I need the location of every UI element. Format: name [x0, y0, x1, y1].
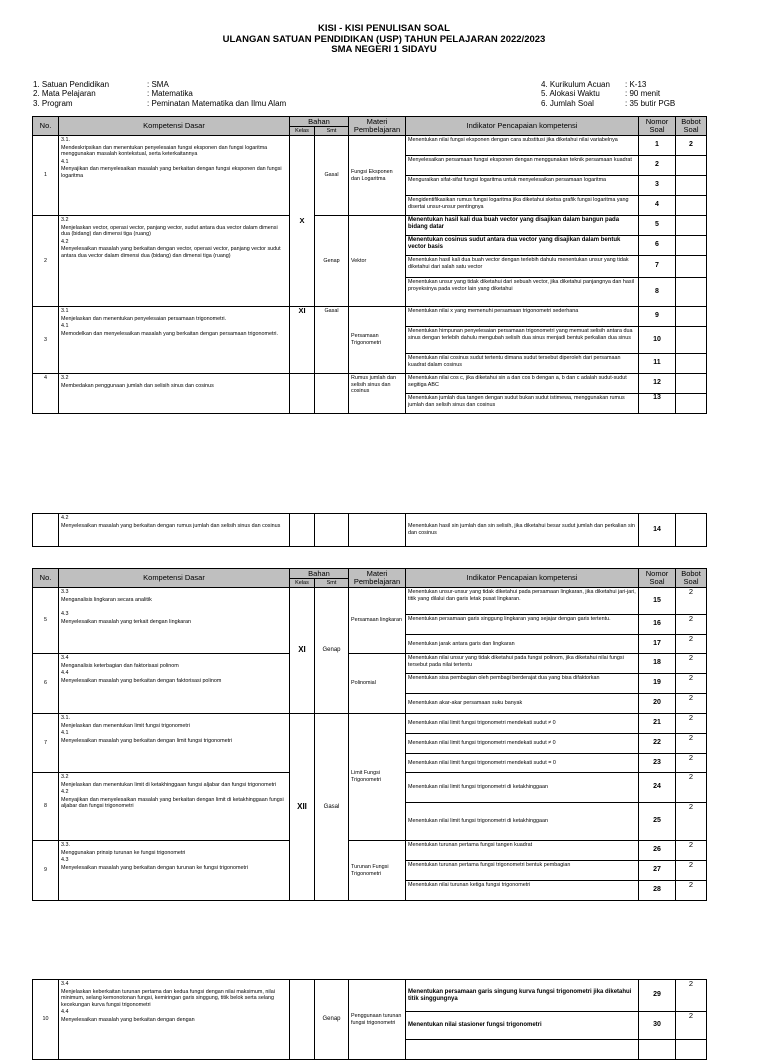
nomor-soal: 6: [639, 236, 676, 256]
col-materi: Materi Pembelajaran: [349, 569, 406, 588]
nomor-soal: 2: [639, 156, 676, 176]
header-school: SMA NEGERI 1 SIDAYU: [331, 44, 437, 55]
indikator-cell: Menentukan akar-akar persamaan suku banyak: [406, 694, 639, 714]
indikator-cell: Menentukan nilai limit fungsi trigonometri mendekati sudut ≠ 0: [406, 714, 639, 734]
col-kelas: Kelas: [290, 579, 315, 588]
meta-val: : K-13: [625, 80, 647, 89]
nomor-soal: 18: [639, 654, 676, 674]
bobot-soal: 2: [676, 654, 707, 674]
nomor-soal: 4: [639, 196, 676, 216]
nomor-soal: 1: [639, 136, 676, 156]
indikator-cell: Menentukan unsur yang tidak diketahui dari sebuah vector, jika diketahui panjangnya dan hasil proyeksinya pada vector lain yang diketahui: [406, 278, 639, 307]
kd-code: 4.2: [61, 238, 69, 245]
nomor-soal: 11: [639, 354, 676, 374]
bobot-soal: 2: [676, 714, 707, 734]
materi-cell: Penggunaan turunan fungsi trigonometri: [349, 980, 406, 1060]
bobot-soal: [676, 216, 707, 236]
indikator-cell: Menentukan nilai limit fungsi trigonometri mendekati sudut ≠ 0: [406, 734, 639, 754]
kisi-table-1: [32, 116, 707, 414]
nomor-soal: 27: [639, 861, 676, 881]
kd-code: 4.4: [61, 670, 69, 677]
col-bahan: Bahan: [290, 117, 349, 127]
nomor-soal: 29: [639, 980, 676, 1012]
row-number: [33, 514, 59, 547]
kompetensi-dasar-cell: [59, 374, 290, 414]
meta-key: 3. Program: [33, 98, 73, 108]
meta-val: : 35 butir PGB: [625, 98, 676, 108]
bobot-soal: 2: [676, 803, 707, 841]
semester-cell: [315, 374, 349, 414]
bobot-soal: [676, 236, 707, 256]
kelas-cell: [290, 374, 315, 414]
nomor-soal: 23: [639, 754, 676, 773]
kd-code: 3.1: [61, 308, 69, 314]
nomor-soal: [639, 1040, 676, 1060]
indikator-cell: Menentukan himpunan penyelesaian persamaan trigonometri yang memuat selisih antara dua sinus dengan terlebih dahulu mengubah selisih dua sinus menjadi bentuk perkalian dua sinus: [406, 327, 639, 354]
kd-code: 3.4: [61, 655, 69, 661]
nomor-soal: 7: [639, 256, 676, 278]
bobot-soal: [676, 394, 707, 414]
kd-code: 4.1: [61, 323, 69, 330]
indikator-cell: Menentukan nilai fungsi eksponen dengan cara substitusi jika diketahui nilai variabelnya: [406, 136, 639, 156]
col-materi: Materi Pembelajaran: [349, 117, 406, 136]
nomor-soal: 16: [639, 615, 676, 635]
bobot-soal: 2: [676, 674, 707, 694]
kompetensi-dasar-cell: [59, 654, 290, 714]
kelas-cell: [290, 514, 315, 547]
bobot-soal: 2: [676, 773, 707, 803]
col-kelas: Kelas: [290, 127, 315, 136]
bobot-soal: 2: [676, 588, 707, 615]
bobot-soal: [676, 196, 707, 216]
indikator-cell: Menentukan cosinus sudut antara dua vector yang disajikan dalam bentuk vector basis: [406, 236, 639, 256]
kd-code: 4.1: [61, 730, 69, 737]
nomor-soal: 8: [639, 278, 676, 307]
kompetensi-dasar-cell: [59, 307, 290, 374]
header-title: KISI - KISI PENULISAN SOAL: [318, 23, 450, 34]
materi-cell: Vektor: [349, 216, 406, 307]
bobot-soal: [676, 307, 707, 327]
kd-text: Membedakan penggunaan jumlah dan selisih sinus dan cosinus: [61, 382, 214, 389]
indikator-cell: Menentukan hasil kali dua buah vector dengan terlebih dahulu menentukan unsur yang tidak diketahui dari salah satu vector: [406, 256, 639, 278]
row-number: 10: [33, 980, 59, 1060]
semester-cell: Genap: [315, 980, 349, 1060]
materi-cell: Turunan Fungsi Trigonometri: [349, 841, 406, 901]
kd-text: Menyajikan dan menyelesaikan masalah yang berkaitan dengan fungsi eksponen dan fungsi logaritma: [61, 166, 282, 179]
kd-text: Menganalisis lingkaran secara analitik: [61, 596, 152, 603]
bobot-soal: 2: [676, 754, 707, 773]
bobot-soal: [676, 354, 707, 374]
materi-cell: Persamaan Trigonometri: [349, 307, 406, 374]
bobot-soal: 2: [676, 635, 707, 654]
bobot-soal: [676, 374, 707, 394]
indikator-cell: Menentukan nilai turunan ketiga fungsi trigonometri: [406, 881, 639, 901]
nomor-soal: 21: [639, 714, 676, 734]
indikator-cell: [406, 1040, 639, 1060]
indikator-cell: Mengidentifikasikan rumus fungsi logaritma jika diketahui sketsa grafik fungsi logaritma yang disertai unsur-unsur pentingnya: [406, 196, 639, 216]
col-indikator: Indikator Pencapaian kompetensi: [406, 569, 639, 588]
meta-val: : Matematika: [147, 89, 193, 99]
col-smt: Smt: [315, 579, 349, 588]
col-kompetensi-dasar: Kompetensi Dasar: [59, 117, 290, 136]
semester-cell: Gasal: [315, 714, 349, 901]
col-nomor-soal: Nomor Soal: [639, 117, 676, 136]
nomor-soal: 10: [639, 327, 676, 354]
nomor-soal: 3: [639, 176, 676, 196]
semester-cell: [315, 514, 349, 547]
kelas-cell: XI: [290, 307, 315, 374]
indikator-cell: Menentukan persamaan garis singung kurva fungsi trigonometri jika diketahui titik singgungnya: [406, 980, 639, 1012]
nomor-soal: 17: [639, 635, 676, 654]
kd-code: 3.1.: [61, 715, 70, 721]
kd-text: Menyelesaikan masalah yang berkaitan dengan vector, operasi vector, panjang vector sudut antara dua vector dalam dimensi dua (bidang) dan dimensi tiga (ruang): [61, 246, 281, 259]
kd-text: Menjelaskan keberkaitan turunan pertama dan kedua fungsi dengan nilai maksimum, nilai minimum, selang kemonotonan fungsi, kemiringan garis singgung, titik belok serta selang kecekungan kurva fungsi trigonometri: [61, 988, 275, 1008]
bobot-soal: [676, 278, 707, 307]
bobot-soal: [676, 156, 707, 176]
kd-code: 3.4: [61, 981, 69, 987]
indikator-cell: Menentukan nilai unsur yang tidak diketahui pada fungsi polinom, jika diketahui nilai fungsi tersebut pada nilai tertentu: [406, 654, 639, 674]
col-indikator: Indikator Pencapaian kompetensi: [406, 117, 639, 136]
bobot-soal: 2: [676, 980, 707, 1012]
indikator-cell: Menentukan jarak antara garis dan lingkaran: [406, 635, 639, 654]
bobot-soal: 2: [676, 1012, 707, 1040]
semester-cell: Gasal: [315, 136, 349, 216]
meta-right: [541, 80, 675, 108]
kompetensi-dasar-cell: [59, 841, 290, 901]
kisi-table-continuation: [32, 513, 707, 547]
kd-text: Menjelaskan dan menentukan limit fungsi trigonometri: [61, 722, 190, 729]
col-no: No.: [33, 117, 59, 136]
kd-text: Memodelkan dan menyelesaikan masalah yang berkaitan dengan persamaan trigonometri.: [61, 330, 278, 337]
bobot-soal: 2: [676, 861, 707, 881]
meta-val: : Peminatan Matematika dan Ilmu Alam: [147, 98, 287, 108]
nomor-soal: 28: [639, 881, 676, 901]
row-number: 4: [33, 374, 59, 414]
nomor-soal: 14: [639, 514, 676, 547]
nomor-soal: 15: [639, 588, 676, 615]
semester-cell: Gasal: [315, 307, 349, 374]
col-bahan: Bahan: [290, 569, 349, 579]
kd-code: 3.3: [61, 589, 69, 595]
nomor-soal: 22: [639, 734, 676, 754]
header-subtitle: ULANGAN SATUAN PENDIDIKAN (USP) TAHUN PELAJARAN 2022/2023: [222, 33, 546, 45]
indikator-cell: Menentukan hasil sin jumlah dan sin selisih, jika diketahui besar sudut jumlah dan perkalian sin dan cosinus: [406, 514, 639, 547]
indikator-cell: Menentukan nilai limit fungsi trigonometri mendekati sudut = 0: [406, 754, 639, 773]
kompetensi-dasar-cell: [59, 714, 290, 773]
kd-text: Mendeskripsikan dan menentukan penyelesaian fungsi eksponen dan fungsi logaritma menggunakan masalah kontekstual, serta keterkaitannya: [61, 144, 268, 158]
indikator-cell: Menentukan unsur-unsur yang tidak diketahui pada persamaan lingkaran, jika diketahui jari-jari, titik yang dilalui dan garis letak pusat lingkaran.: [406, 588, 639, 615]
kd-text: Menggunakan prinsip turunan ke fungsi trigonometri: [61, 849, 186, 856]
bobot-soal: 2: [676, 841, 707, 861]
kd-code: 3.1.: [61, 137, 70, 143]
indikator-cell: Menentukan hasil kali dua buah vector yang disajikan dalam bangun pada bidang datar: [406, 216, 639, 236]
materi-cell: Fungsi Eksponen dan Logaritma: [349, 136, 406, 216]
kisi-table-3: [32, 979, 707, 1060]
indikator-cell: Menentukan nilai stasioner fungsi trigonometri: [406, 1012, 639, 1040]
kompetensi-dasar-cell: [59, 980, 290, 1060]
kd-text: Menyelesaikan masalah yang berkaitan dengan dengan: [61, 1016, 195, 1023]
indikator-cell: Menentukan persamaan garis singgung lingkaran yang sejajar dengan garis tertentu.: [406, 615, 639, 635]
row-number: 8: [33, 773, 59, 841]
kompetensi-dasar-cell: [59, 588, 290, 654]
nomor-soal: 19: [639, 674, 676, 694]
bobot-soal: 2: [676, 136, 707, 156]
bobot-soal: [676, 514, 707, 547]
nomor-soal: 30: [639, 1012, 676, 1040]
kd-code: 4.3: [61, 857, 69, 864]
meta-key: 6. Jumlah Soal: [541, 98, 594, 108]
bobot-soal: [676, 327, 707, 354]
kd-code: 3.3.: [61, 842, 70, 848]
indikator-cell: Menentukan nilai cos c, jika diketahui sin a dan cos b dengan a, b dan c adalah sudut-sudut segitiga ABC: [406, 374, 639, 394]
indikator-cell: Menyelesaikan persamaan fungsi eksponen dengan menggunakan teknik persamaan kuadrat: [406, 156, 639, 176]
kompetensi-dasar-cell: [59, 773, 290, 841]
indikator-cell: Menentukan turunan pertama fungsi trigonometri bentuk pembagian: [406, 861, 639, 881]
bobot-soal: [676, 256, 707, 278]
row-number: 7: [33, 714, 59, 773]
meta-key: 4. Kurikulum Acuan: [541, 80, 610, 89]
kd-code: 4.4: [61, 1009, 69, 1016]
indikator-cell: Menentukan sisa pembagian oleh pembagi berderajat dua yang bisa difaktorkan: [406, 674, 639, 694]
indikator-cell: Menentukan jumlah dua tangen dengan sudut bukan sudut istimewa, menggunakan rumus jumlah dan selisih sinus dan cosinus: [406, 394, 639, 414]
kd-code: 3.2: [61, 217, 69, 223]
col-nomor-soal: Nomor Soal: [639, 569, 676, 588]
row-number: 1: [33, 136, 59, 216]
row-number: 3: [33, 307, 59, 374]
indikator-cell: Menentukan nilai cosinus sudut tertentu dimana sudut tersebut diperoleh dari persamaan kuadrat dalam cosinus: [406, 354, 639, 374]
materi-cell: Rumus jumlah dan selisih sinus dan cosinus: [349, 374, 406, 414]
indikator-cell: Menentukan nilai limit fungsi trigonometri di ketakhinggaan: [406, 773, 639, 803]
kelas-cell: XI: [290, 588, 315, 714]
nomor-soal: 26: [639, 841, 676, 861]
kd-code: 4.2: [61, 515, 69, 521]
kd-text: Menyelesaikan masalah yang berkaitan dengan rumus jumlah dan selisih sinus dan cosinus: [61, 522, 281, 529]
kd-code: 4.1: [61, 158, 69, 165]
document-header: [0, 24, 768, 56]
bobot-soal: [676, 176, 707, 196]
nomor-soal: 12: [639, 374, 676, 394]
row-number: 5: [33, 588, 59, 654]
kd-text: Menjelaskan dan menentukan limit di ketakhinggaan fungsi aljabar dan fungsi trigonometri: [61, 781, 277, 788]
materi-cell: Persamaan lingkaran: [349, 588, 406, 654]
bobot-soal: 2: [676, 694, 707, 714]
kd-code: 3.2: [61, 774, 69, 780]
kd-text: Menjelaskan dan menentukan penyelesaian persamaan trigonometri.: [61, 315, 227, 322]
row-number: 9: [33, 841, 59, 901]
nomor-soal: 13: [639, 394, 676, 414]
kd-text: Menyajikan dan menyelesaikan masalah yang berkaitan dengan limit di ketakhinggaan fungsi aljabar dan fungsi trigonometri: [61, 796, 284, 810]
row-number: 6: [33, 654, 59, 714]
kd-text: Menyelesaikan masalah yang berkaitan dengan limit fungsi trigonometri: [61, 737, 233, 744]
kelas-cell: X: [290, 136, 315, 307]
materi-cell: [349, 514, 406, 547]
kompetensi-dasar-cell: [59, 514, 290, 547]
kelas-cell: [290, 980, 315, 1060]
kisi-table-2: [32, 568, 707, 901]
nomor-soal: 25: [639, 803, 676, 841]
row-number: 2: [33, 216, 59, 307]
nomor-soal: 5: [639, 216, 676, 236]
semester-cell: Genap: [315, 216, 349, 307]
col-bobot-soal: Bobot Soal: [676, 569, 707, 588]
nomor-soal: 24: [639, 773, 676, 803]
bobot-soal: 2: [676, 734, 707, 754]
kd-text: Menyelesaikan masalah yang berkaitan dengan faktorisasi polinom: [61, 677, 222, 684]
indikator-cell: Menentukan turunan pertama fungsi tangen kuadrat: [406, 841, 639, 861]
meta-val: : SMA: [147, 80, 169, 89]
kd-text: Menyelesaikan masalah yang berkaitan dengan turunan ke fungsi trigonometri: [61, 864, 248, 871]
col-bobot-soal: Bobot Soal: [676, 117, 707, 136]
indikator-cell: Menguraikan sifat-sifat fungsi logaritma untuk menyelesaikan persamaan logaritma: [406, 176, 639, 196]
col-smt: Smt: [315, 127, 349, 136]
kompetensi-dasar-cell: [59, 136, 290, 216]
bobot-soal: 2: [676, 881, 707, 901]
materi-cell: Polinomial: [349, 654, 406, 714]
meta-key: 2. Mata Pelajaran: [33, 89, 96, 99]
col-no: No.: [33, 569, 59, 588]
semester-cell: Genap: [315, 588, 349, 714]
indikator-cell: Menentukan nilai limit fungsi trigonometri di ketakhinggaan: [406, 803, 639, 841]
nomor-soal: 9: [639, 307, 676, 327]
kd-text: Menjelaskan vector, operasi vector, panjang vector, sudut antara dua vector dalam dimensi dua (bidang) dan dimensi tiga (ruang): [61, 224, 278, 238]
kd-code: 4.2: [61, 789, 69, 796]
nomor-soal: 20: [639, 694, 676, 714]
kompetensi-dasar-cell: [59, 216, 290, 307]
meta-key: 5. Alokasi Waktu: [541, 89, 600, 99]
kd-code: 3.2: [61, 375, 69, 381]
kd-code: 4.3: [61, 611, 69, 618]
meta-val: : 90 menit: [625, 89, 661, 99]
meta-key: 1. Satuan Pendidikan: [33, 80, 110, 89]
col-kompetensi-dasar: Kompetensi Dasar: [59, 569, 290, 588]
bobot-soal: 2: [676, 615, 707, 635]
kd-text: Menyelesaikan masalah yang terkait dengan lingkaran: [61, 618, 192, 625]
kd-text: Menganalisis keterbagian dan faktorisasi polinom: [61, 662, 179, 669]
materi-cell: Limit Fungsi Trigonometri: [349, 714, 406, 841]
bobot-soal: [676, 1040, 707, 1060]
indikator-cell: Menentukan nilai x yang memenuhi persamaan trigonometri sederhana: [406, 307, 639, 327]
meta-left: [33, 80, 286, 108]
kelas-cell: XII: [290, 714, 315, 901]
